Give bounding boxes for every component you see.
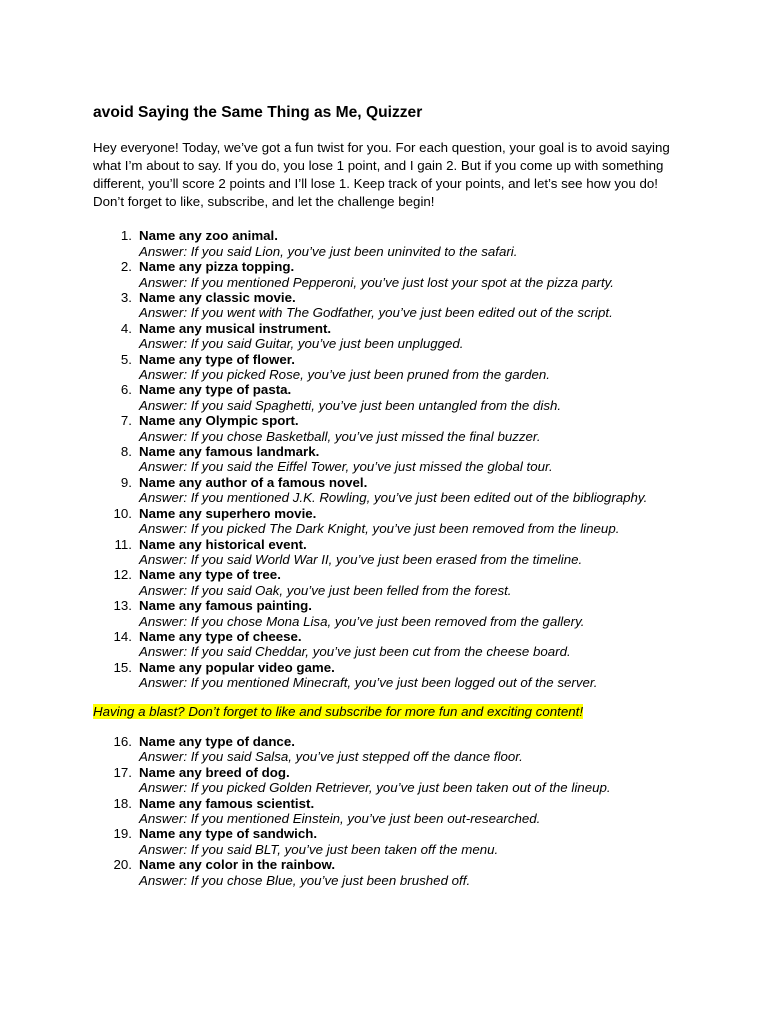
answer-text: Answer: If you mentioned J.K. Rowling, you’ve just been edited out of the bibliography. — [139, 490, 648, 506]
question-text: Name any musical instrument. — [139, 320, 332, 336]
question-text: Name any breed of dog. — [139, 764, 290, 780]
item-number: 1. — [120, 228, 132, 244]
list-item — [120, 382, 672, 413]
answer-text: Answer: If you chose Blue, you’ve just been brushed off. — [139, 872, 471, 888]
question-text: Name any Olympic sport. — [139, 413, 299, 429]
list-item — [120, 290, 672, 321]
item-number: 17. — [113, 764, 132, 780]
answer-text: Answer: If you chose Mona Lisa, you’ve just been removed from the gallery. — [139, 613, 585, 629]
answer-text: Answer: If you picked Golden Retriever, you’ve just been taken out of the lineup. — [139, 780, 611, 796]
item-number: 9. — [120, 474, 132, 490]
answer-text: Answer: If you said Salsa, you’ve just stepped off the dance floor. — [139, 749, 523, 765]
question-text: Name any color in the rainbow. — [139, 857, 336, 873]
item-number: 3. — [120, 290, 132, 305]
list-item — [113, 826, 672, 857]
list-item — [114, 536, 672, 568]
list-item — [120, 444, 672, 475]
question-text: Name any type of flower. — [139, 351, 295, 367]
answer-text: Answer: If you said Spaghetti, you’ve just been untangled from the dish. — [139, 397, 562, 413]
item-number: 18. — [113, 795, 132, 811]
list-item — [113, 733, 672, 765]
question-text: Name any popular video game. — [139, 659, 335, 675]
item-number: 10. — [113, 505, 132, 521]
question-text: Name any pizza topping. — [139, 259, 295, 275]
list-item — [113, 628, 672, 660]
answer-text: Answer: If you said Guitar, you’ve just been unplugged. — [139, 336, 464, 352]
item-number: 8. — [120, 444, 132, 460]
list-item — [120, 351, 672, 383]
item-number: 13. — [113, 598, 132, 614]
answer-text: Answer: If you went with The Godfather, you’ve just been edited out of the script. — [139, 305, 613, 321]
answer-text: Answer: If you mentioned Einstein, you’ve just been out-researched. — [139, 811, 541, 826]
item-number: 11. — [114, 536, 132, 552]
list-item — [120, 228, 672, 259]
item-number: 12. — [113, 567, 132, 583]
question-text: Name any type of cheese. — [139, 628, 302, 644]
item-number: 16. — [113, 733, 132, 749]
question-text: Name any type of sandwich. — [139, 826, 318, 842]
page-title: avoid Saying the Same Thing as Me, Quizzer — [93, 104, 423, 121]
item-number: 2. — [120, 259, 132, 275]
item-number: 7. — [120, 413, 132, 429]
item-number: 4. — [120, 320, 132, 336]
answer-text: Answer: If you said Cheddar, you’ve just been cut from the cheese board. — [139, 644, 571, 660]
item-number: 15. — [113, 659, 132, 675]
list-item — [120, 474, 672, 506]
question-text: Name any classic movie. — [139, 290, 296, 305]
question-text: Name any famous scientist. — [139, 795, 315, 811]
answer-text: Answer: If you said the Eiffel Tower, you’ve just missed the global tour. — [139, 459, 553, 475]
list-item — [113, 505, 672, 537]
item-number: 19. — [113, 826, 132, 842]
answer-text: Answer: If you said Oak, you’ve just been felled from the forest. — [139, 582, 512, 598]
question-text: Name any famous painting. — [139, 598, 312, 614]
item-number: 6. — [120, 382, 132, 398]
list-item — [113, 567, 672, 598]
list-item — [113, 598, 672, 629]
answer-text: Answer: If you mentioned Minecraft, you’ve just been logged out of the server. — [139, 675, 598, 691]
list-item — [113, 857, 672, 888]
list-item — [120, 320, 672, 352]
item-number: 5. — [120, 351, 132, 367]
question-text: Name any zoo animal. — [139, 228, 278, 244]
answer-text: Answer: If you picked The Dark Knight, you’ve just been removed from the lineup. — [139, 521, 620, 537]
list-item — [113, 795, 672, 827]
question-text: Name any superhero movie. — [139, 505, 317, 521]
question-text: Name any famous landmark. — [139, 444, 320, 460]
question-text: Name any type of tree. — [139, 567, 281, 583]
question-text: Name any historical event. — [139, 536, 307, 552]
promo-highlight-text: Having a blast? Don’t forget to like and subscribe for more fun and exciting content! — [93, 703, 584, 719]
answer-text: Answer: If you mentioned Pepperoni, you’ve just lost your spot at the pizza party. — [139, 274, 614, 290]
item-number: 14. — [113, 628, 132, 644]
list-item — [120, 259, 672, 290]
list-item — [120, 413, 672, 444]
promo-callout — [93, 704, 672, 719]
question-list-part2 — [93, 734, 672, 888]
list-item — [113, 764, 672, 796]
question-text: Name any author of a famous novel. — [139, 474, 368, 490]
answer-text: Answer: If you chose Basketball, you’ve just missed the final buzzer. — [139, 428, 541, 444]
question-text: Name any type of pasta. — [139, 382, 292, 398]
question-list-part1 — [93, 228, 672, 690]
answer-text: Answer: If you said BLT, you’ve just been taken off the menu. — [139, 841, 499, 857]
question-text: Name any type of dance. — [139, 733, 295, 749]
intro-paragraph: Hey everyone! Today, we’ve got a fun twist for you. For each question, your goal is to avoid saying what I’m about to say. If you do, you lose 1 point, and I gain 2. But if you come up with something different, you’ll score 2 points and I’ll lose 1. Keep track of your points, and let’s see how you do! Don’t forget to like, subscribe, and let the challenge begin! — [93, 140, 670, 210]
item-number: 20. — [113, 857, 132, 873]
list-item — [113, 659, 672, 691]
answer-text: Answer: If you said World War II, you’ve just been erased from the timeline. — [139, 551, 583, 567]
answer-text: Answer: If you said Lion, you’ve just been uninvited to the safari. — [139, 243, 518, 259]
answer-text: Answer: If you picked Rose, you’ve just been pruned from the garden. — [139, 367, 550, 383]
